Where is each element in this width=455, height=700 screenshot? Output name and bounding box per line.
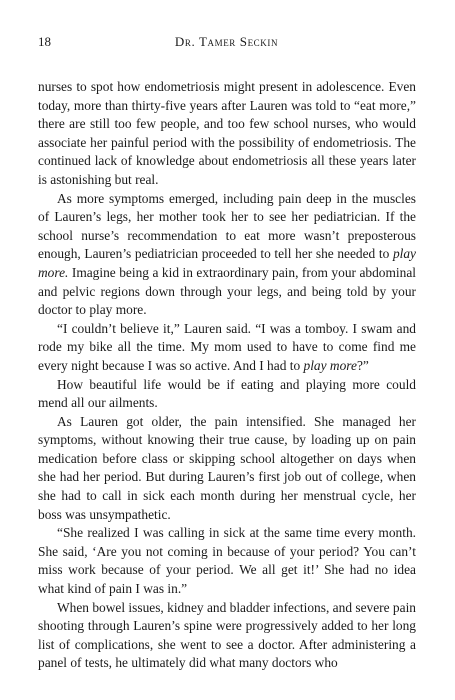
paragraph [38,320,416,376]
paragraph-text: “I couldn’t believe it,” Lauren said. “I was a tomboy. I swam and rode my bike all the time. My mom used to have to come find me every night because I was so active. And I had to [38,320,416,373]
paragraph [38,599,416,673]
page-header [38,34,415,50]
paragraph-text: As more symptoms emerged, including pain deep in the muscles of Lauren’s legs, her mother took her to see her pediatrician. If the school nurse’s recommendation to eat more wasn’t preposterous enough, Lauren’s pediatrician proceeded to tell her she needed to [38,190,416,262]
running-head-author: Dr. Tamer Seckin [174,34,279,49]
paragraph [38,376,416,413]
paragraph [38,413,416,525]
paragraph-text: Imagine being a kid in extraordinary pain, from your abdominal and pelvic regions down through your legs, and being told by your doctor to play more. [38,264,416,318]
paragraph-text: As Lauren got older, the pain intensified. She managed her symptoms, without knowing their true cause, by loading up on pain medication before class or skipping school altogether on days when she had her period. But during Lauren’s first job out of college, when she had to call in sick each month during her menstrual cycle, her boss was unsympathetic. [38,413,416,522]
body-text [38,78,416,673]
paragraph-text: nurses to spot how endometriosis might present in adolescence. Even today, more than thirty-five years after Lauren was told to “eat more,” there are still too few people, and too few school nurses, who would associate her painful period with the possibility of endometriosis. The continued lack of knowledge about endometriosis all these years later is astonishing but real. [38,79,416,187]
emphasized-text: play more [303,357,357,373]
paragraph [38,524,416,598]
paragraph [38,190,416,320]
emphasized-text: play more. [38,246,416,280]
paragraph-text: ?” [356,357,369,373]
paragraph-text: How beautiful life would be if eating and playing more could mend all our ailments. [38,376,416,411]
paragraph-text: When bowel issues, kidney and bladder infections, and severe pain shooting through Lauren’s spine were progressively added to her long list of complications, she went to see a doctor. After administering a panel of tests, he ultimately did what many doctors who [38,599,416,671]
page-number: 18 [38,34,51,49]
paragraph-text: “She realized I was calling in sick at the same time every month. She said, ‘Are you not coming in because of your period? You can’t miss work because of your period. We all get it!’ She had no idea what kind of pain I was in.” [38,525,416,597]
paragraph [38,78,416,190]
